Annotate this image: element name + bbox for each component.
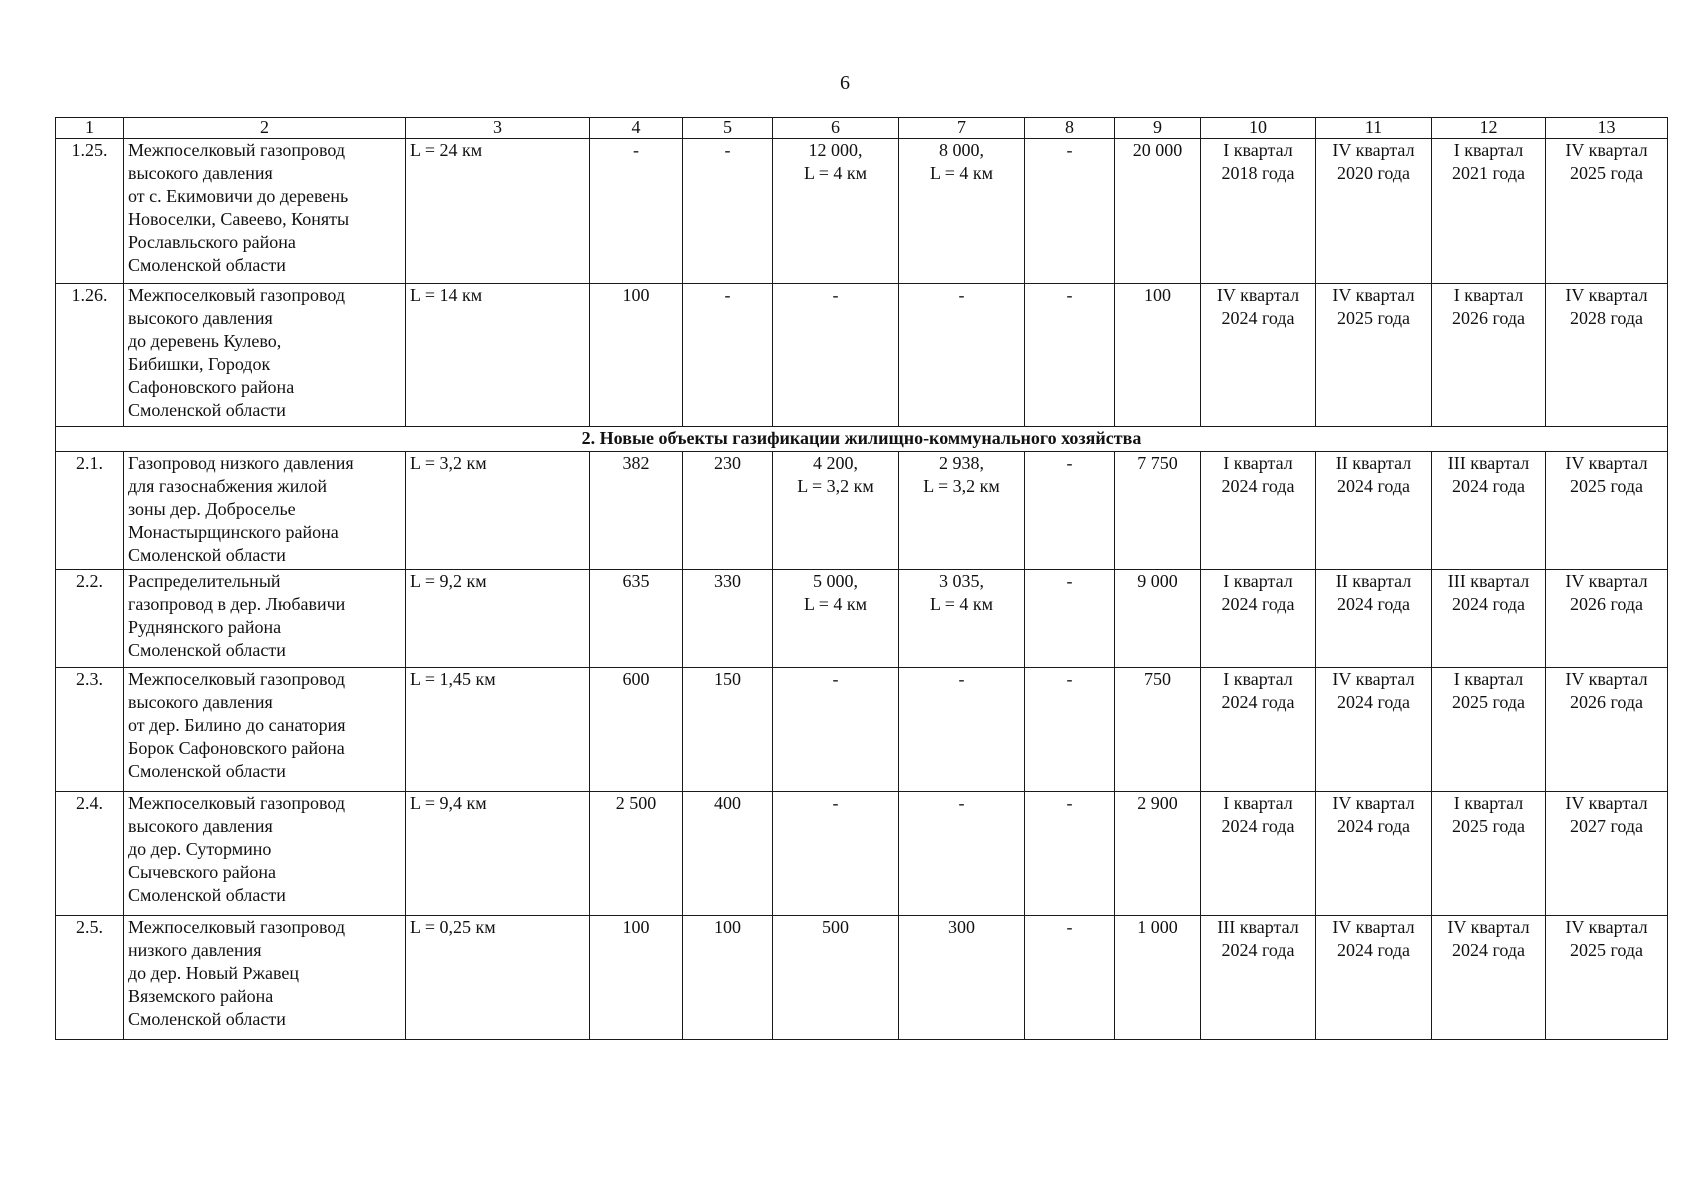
section-row bbox=[56, 427, 1668, 452]
table-row bbox=[56, 284, 1668, 427]
object-name bbox=[124, 452, 406, 570]
start-period-line: 2024 года bbox=[1221, 594, 1295, 614]
commission-start bbox=[1432, 139, 1546, 284]
value-col-6 bbox=[773, 284, 899, 427]
column-number-header: 2 bbox=[124, 118, 406, 139]
commission-end bbox=[1546, 139, 1668, 284]
start-period-line: IV квартал bbox=[1216, 285, 1300, 305]
table-row bbox=[56, 452, 1668, 570]
commission-start-line: III квартал bbox=[1447, 453, 1530, 473]
commission-end-line: IV квартал bbox=[1565, 669, 1648, 689]
value-col-7-line: L = 4 км bbox=[929, 594, 994, 614]
object-name-line: Вяземского района bbox=[128, 986, 274, 1006]
object-name-line: высокого давления bbox=[128, 692, 273, 712]
commission-start-line: I квартал bbox=[1453, 140, 1524, 160]
value-col-7 bbox=[899, 139, 1025, 284]
value-col-4: 600 bbox=[590, 668, 683, 792]
commission-start-line: IV квартал bbox=[1447, 917, 1530, 937]
value-col-5: 330 bbox=[683, 570, 773, 668]
commission-start-line: 2025 года bbox=[1451, 692, 1526, 712]
end-period-line: 2024 года bbox=[1336, 940, 1411, 960]
total-value: 100 bbox=[1115, 284, 1201, 427]
commission-end bbox=[1546, 570, 1668, 668]
value-col-7-line: - bbox=[958, 285, 965, 305]
end-period-line: 2020 года bbox=[1336, 163, 1411, 183]
column-number-header: 5 bbox=[683, 118, 773, 139]
object-name-line: Смоленской области bbox=[128, 400, 286, 420]
object-name-line: низкого давления bbox=[128, 940, 262, 960]
commission-end-line: 2025 года bbox=[1569, 476, 1644, 496]
end-period bbox=[1316, 452, 1432, 570]
object-name-line: от дер. Билино до санатория bbox=[128, 715, 346, 735]
object-name-line: Бибишки, Городок bbox=[128, 354, 271, 374]
pipeline-length: L = 9,4 км bbox=[406, 792, 590, 916]
start-period bbox=[1201, 570, 1316, 668]
commission-end-line: 2026 года bbox=[1569, 692, 1644, 712]
commission-start bbox=[1432, 452, 1546, 570]
end-period-line: 2025 года bbox=[1336, 308, 1411, 328]
commission-start-line: 2024 года bbox=[1451, 476, 1526, 496]
pipeline-length: L = 9,2 км bbox=[406, 570, 590, 668]
value-col-7 bbox=[899, 916, 1025, 1040]
total-value: 1 000 bbox=[1115, 916, 1201, 1040]
value-col-7 bbox=[899, 570, 1025, 668]
value-col-8: - bbox=[1025, 916, 1115, 1040]
commission-end-line: IV квартал bbox=[1565, 285, 1648, 305]
commission-end bbox=[1546, 668, 1668, 792]
row-number: 1.26. bbox=[56, 284, 124, 427]
total-value: 750 bbox=[1115, 668, 1201, 792]
end-period bbox=[1316, 284, 1432, 427]
table-row bbox=[56, 570, 1668, 668]
end-period-line: II квартал bbox=[1335, 571, 1412, 591]
value-col-6-line: 5 000, bbox=[813, 571, 858, 591]
value-col-6-line: - bbox=[832, 669, 839, 689]
commission-end-line: 2025 года bbox=[1569, 940, 1644, 960]
value-col-6 bbox=[773, 668, 899, 792]
column-number-header: 4 bbox=[590, 118, 683, 139]
gasification-table bbox=[55, 117, 1668, 1040]
pipeline-length: L = 24 км bbox=[406, 139, 590, 284]
value-col-5: 100 bbox=[683, 916, 773, 1040]
object-name-line: зоны дер. Доброселье bbox=[128, 499, 296, 519]
commission-end bbox=[1546, 452, 1668, 570]
value-col-6-line: 12 000, bbox=[808, 140, 863, 160]
page-number: 6 bbox=[840, 72, 850, 94]
value-col-5: 230 bbox=[683, 452, 773, 570]
start-period bbox=[1201, 792, 1316, 916]
commission-start-line: I квартал bbox=[1453, 669, 1524, 689]
object-name-line: Распределительный bbox=[128, 571, 281, 591]
object-name-line: от с. Екимовичи до деревень bbox=[128, 186, 349, 206]
object-name-line: Монастырщинского района bbox=[128, 522, 339, 542]
object-name-line: для газоснабжения жилой bbox=[128, 476, 327, 496]
object-name-line: высокого давления bbox=[128, 816, 273, 836]
object-name-line: до деревень Кулево, bbox=[128, 331, 282, 351]
object-name-line: Смоленской области bbox=[128, 255, 286, 275]
row-number: 2.3. bbox=[56, 668, 124, 792]
commission-start-line: 2024 года bbox=[1451, 940, 1526, 960]
value-col-6-line: L = 3,2 км bbox=[797, 476, 874, 496]
value-col-7-line: 2 938, bbox=[939, 453, 984, 473]
start-period-line: 2024 года bbox=[1221, 816, 1295, 836]
value-col-8: - bbox=[1025, 284, 1115, 427]
column-number-header: 11 bbox=[1316, 118, 1432, 139]
commission-end-line: 2027 года bbox=[1569, 816, 1644, 836]
value-col-6 bbox=[773, 916, 899, 1040]
value-col-4: 382 bbox=[590, 452, 683, 570]
value-col-6 bbox=[773, 570, 899, 668]
commission-end bbox=[1546, 916, 1668, 1040]
total-value: 2 900 bbox=[1115, 792, 1201, 916]
start-period bbox=[1201, 139, 1316, 284]
value-col-5: 150 bbox=[683, 668, 773, 792]
end-period bbox=[1316, 139, 1432, 284]
object-name-line: Межпоселковый газопровод bbox=[128, 669, 346, 689]
value-col-8: - bbox=[1025, 570, 1115, 668]
column-number-header: 1 bbox=[56, 118, 124, 139]
object-name bbox=[124, 139, 406, 284]
value-col-4: - bbox=[590, 139, 683, 284]
value-col-7-line: - bbox=[958, 669, 965, 689]
end-period-line: 2024 года bbox=[1336, 594, 1411, 614]
end-period-line: 2024 года bbox=[1336, 476, 1411, 496]
column-number-header-row bbox=[56, 118, 1668, 139]
value-col-4: 2 500 bbox=[590, 792, 683, 916]
table-row bbox=[56, 139, 1668, 284]
commission-end-line: 2026 года bbox=[1569, 594, 1644, 614]
commission-start-line: III квартал bbox=[1447, 571, 1530, 591]
value-col-6-line: L = 4 км bbox=[803, 594, 868, 614]
row-number: 2.1. bbox=[56, 452, 124, 570]
column-number-header: 3 bbox=[406, 118, 590, 139]
end-period bbox=[1316, 792, 1432, 916]
start-period-line: I квартал bbox=[1223, 793, 1293, 813]
end-period-line: II квартал bbox=[1335, 453, 1412, 473]
value-col-6-line: - bbox=[832, 285, 839, 305]
object-name bbox=[124, 792, 406, 916]
object-name-line: Рославльского района bbox=[128, 232, 296, 252]
object-name-line: Борок Сафоновского района bbox=[128, 738, 345, 758]
object-name-line: Сафоновского района bbox=[128, 377, 295, 397]
value-col-6 bbox=[773, 139, 899, 284]
value-col-4: 635 bbox=[590, 570, 683, 668]
start-period bbox=[1201, 284, 1316, 427]
commission-end-line: IV квартал bbox=[1565, 917, 1648, 937]
value-col-7-line: L = 4 км bbox=[929, 163, 994, 183]
end-period-line: IV квартал bbox=[1332, 140, 1415, 160]
start-period-line: I квартал bbox=[1223, 453, 1293, 473]
value-col-7-line: 300 bbox=[948, 917, 975, 937]
value-col-7-line: 8 000, bbox=[939, 140, 984, 160]
column-number-header: 13 bbox=[1546, 118, 1668, 139]
total-value: 20 000 bbox=[1115, 139, 1201, 284]
start-period-line: 2024 года bbox=[1221, 940, 1295, 960]
object-name-line: высокого давления bbox=[128, 308, 273, 328]
value-col-6 bbox=[773, 452, 899, 570]
value-col-7 bbox=[899, 284, 1025, 427]
table-row bbox=[56, 916, 1668, 1040]
commission-end-line: IV квартал bbox=[1565, 793, 1648, 813]
object-name-line: Межпоселковый газопровод bbox=[128, 793, 346, 813]
end-period-line: 2024 года bbox=[1336, 816, 1411, 836]
object-name-line: Сычевского района bbox=[128, 862, 277, 882]
value-col-5: - bbox=[683, 139, 773, 284]
start-period-line: 2018 года bbox=[1221, 163, 1295, 183]
object-name-line: до дер. Новый Ржавец bbox=[128, 963, 299, 983]
row-number: 2.5. bbox=[56, 916, 124, 1040]
end-period-line: IV квартал bbox=[1332, 917, 1415, 937]
commission-start bbox=[1432, 570, 1546, 668]
row-number: 1.25. bbox=[56, 139, 124, 284]
end-period-line: IV квартал bbox=[1332, 285, 1415, 305]
value-col-5: 400 bbox=[683, 792, 773, 916]
value-col-7-line: - bbox=[958, 793, 965, 813]
start-period-line: I квартал bbox=[1223, 140, 1293, 160]
value-col-8: - bbox=[1025, 452, 1115, 570]
commission-end-line: IV квартал bbox=[1565, 140, 1648, 160]
table-row bbox=[56, 668, 1668, 792]
object-name-line: Межпоселковый газопровод bbox=[128, 917, 346, 937]
commission-start-line: 2025 года bbox=[1451, 816, 1526, 836]
commission-start bbox=[1432, 792, 1546, 916]
object-name bbox=[124, 570, 406, 668]
object-name-line: Смоленской области bbox=[128, 545, 286, 565]
value-col-7-line: L = 3,2 км bbox=[923, 476, 1000, 496]
start-period bbox=[1201, 916, 1316, 1040]
start-period bbox=[1201, 452, 1316, 570]
commission-end-line: IV квартал bbox=[1565, 453, 1648, 473]
commission-start-line: I квартал bbox=[1453, 793, 1524, 813]
value-col-5: - bbox=[683, 284, 773, 427]
pipeline-length: L = 14 км bbox=[406, 284, 590, 427]
object-name-line: Новоселки, Савеево, Коняты bbox=[128, 209, 350, 229]
end-period bbox=[1316, 668, 1432, 792]
table-body bbox=[56, 118, 1668, 1040]
column-number-header: 8 bbox=[1025, 118, 1115, 139]
object-name-line: Руднянского района bbox=[128, 617, 282, 637]
value-col-8: - bbox=[1025, 792, 1115, 916]
column-number-header: 6 bbox=[773, 118, 899, 139]
value-col-6-line: 500 bbox=[822, 917, 849, 937]
row-number: 2.2. bbox=[56, 570, 124, 668]
end-period-line: IV квартал bbox=[1332, 793, 1415, 813]
value-col-6-line: L = 4 км bbox=[803, 163, 868, 183]
commission-start-line: 2024 года bbox=[1451, 594, 1526, 614]
commission-end-line: 2028 года bbox=[1569, 308, 1644, 328]
value-col-7 bbox=[899, 792, 1025, 916]
object-name bbox=[124, 668, 406, 792]
pipeline-length: L = 0,25 км bbox=[406, 916, 590, 1040]
value-col-6-line: 4 200, bbox=[813, 453, 858, 473]
object-name bbox=[124, 916, 406, 1040]
column-number-header: 12 bbox=[1432, 118, 1546, 139]
object-name-line: до дер. Сутормино bbox=[128, 839, 272, 859]
commission-start-line: 2021 года bbox=[1451, 163, 1526, 183]
start-period bbox=[1201, 668, 1316, 792]
end-period-line: IV квартал bbox=[1332, 669, 1415, 689]
object-name bbox=[124, 284, 406, 427]
value-col-8: - bbox=[1025, 139, 1115, 284]
start-period-line: 2024 года bbox=[1221, 476, 1295, 496]
commission-start-line: 2026 года bbox=[1451, 308, 1526, 328]
commission-end bbox=[1546, 284, 1668, 427]
object-name-line: Смоленской области bbox=[128, 761, 286, 781]
object-name-line: Межпоселковый газопровод bbox=[128, 140, 346, 160]
commission-end-line: 2025 года bbox=[1569, 163, 1644, 183]
value-col-4: 100 bbox=[590, 916, 683, 1040]
start-period-line: 2024 года bbox=[1221, 692, 1295, 712]
start-period-line: III квартал bbox=[1217, 917, 1299, 937]
value-col-7 bbox=[899, 452, 1025, 570]
end-period bbox=[1316, 570, 1432, 668]
commission-end-line: IV квартал bbox=[1565, 571, 1648, 591]
start-period-line: 2024 года bbox=[1221, 308, 1295, 328]
total-value: 9 000 bbox=[1115, 570, 1201, 668]
object-name-line: Смоленской области bbox=[128, 885, 286, 905]
column-number-header: 7 bbox=[899, 118, 1025, 139]
object-name-line: газопровод в дер. Любавичи bbox=[128, 594, 346, 614]
object-name-line: Газопровод низкого давления bbox=[128, 453, 354, 473]
object-name-line: высокого давления bbox=[128, 163, 273, 183]
object-name-line: Смоленской области bbox=[128, 640, 286, 660]
end-period bbox=[1316, 916, 1432, 1040]
end-period-line: 2024 года bbox=[1336, 692, 1411, 712]
start-period-line: I квартал bbox=[1223, 571, 1293, 591]
object-name-line: Межпоселковый газопровод bbox=[128, 285, 346, 305]
commission-start-line: I квартал bbox=[1453, 285, 1524, 305]
value-col-8: - bbox=[1025, 668, 1115, 792]
pipeline-length: L = 3,2 км bbox=[406, 452, 590, 570]
commission-end bbox=[1546, 792, 1668, 916]
total-value: 7 750 bbox=[1115, 452, 1201, 570]
start-period-line: I квартал bbox=[1223, 669, 1293, 689]
column-number-header: 9 bbox=[1115, 118, 1201, 139]
table-row bbox=[56, 792, 1668, 916]
row-number: 2.4. bbox=[56, 792, 124, 916]
value-col-4: 100 bbox=[590, 284, 683, 427]
column-number-header: 10 bbox=[1201, 118, 1316, 139]
commission-start bbox=[1432, 916, 1546, 1040]
value-col-6 bbox=[773, 792, 899, 916]
section-title: 2. Новые объекты газификации жилищно-коммунального хозяйства bbox=[56, 427, 1668, 452]
value-col-6-line: - bbox=[832, 793, 839, 813]
pipeline-length: L = 1,45 км bbox=[406, 668, 590, 792]
object-name-line: Смоленской области bbox=[128, 1009, 286, 1029]
commission-start bbox=[1432, 284, 1546, 427]
value-col-7-line: 3 035, bbox=[939, 571, 984, 591]
value-col-7 bbox=[899, 668, 1025, 792]
commission-start bbox=[1432, 668, 1546, 792]
